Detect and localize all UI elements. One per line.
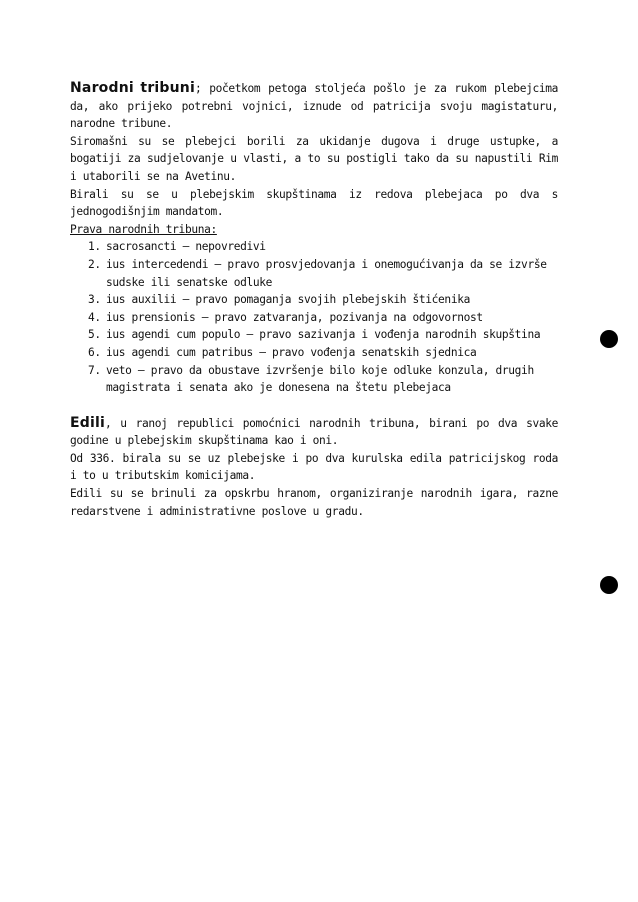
list-item-number: 6. <box>88 345 101 359</box>
list-item <box>70 256 558 291</box>
term-narodni-tribuni: Narodni tribuni <box>70 80 195 96</box>
list-item-text: ius auxilii – pravo pomaganja svojih plebejskih štićenika <box>106 293 470 307</box>
list-item-text: ius prensionis – pravo zatvaranja, pozivanja na odgovornost <box>106 310 483 324</box>
list-item <box>70 362 558 397</box>
list-item-number: 3. <box>88 293 101 307</box>
edili-intro-text: , u ranoj republici pomoćnici narodnih tribuna, birani po dva svake godine u plebejskim skupštinama kao i oni. <box>70 416 558 448</box>
edili-intro-paragraph <box>70 415 558 450</box>
section-spacer <box>70 397 558 415</box>
tribuni-intro-text: ; početkom petoga stoljeća pošlo je za rukom plebejcima da, ako prijeko potrebni vojnici, iznude od patricija svoju magistaturu, narodne tribune. <box>70 82 559 131</box>
list-item-text: veto – pravo da obustave izvršenje bilo koje odluke konzula, drugih magistrata i senata ako je donesena na štetu plebejaca <box>106 363 534 395</box>
rights-heading: Prava narodnih tribuna: <box>70 222 217 236</box>
edili-paragraph-3: Edili su se brinuli za opskrbu hranom, organiziranje narodnih igara, razne redarstvene i administrativne poslove u gradu. <box>70 487 558 518</box>
list-item <box>70 238 558 256</box>
list-item-number: 4. <box>88 310 101 324</box>
list-item <box>70 326 558 344</box>
tribuni-paragraph-3: Birali su se u plebejskim skupštinama iz redova plebejaca po dva s jednogodišnjim mandatom. <box>70 187 558 219</box>
list-item-text: ius agendi cum populo – pravo sazivanja i vođenja narodnih skupština <box>106 328 541 342</box>
list-item-number: 5. <box>88 328 101 342</box>
list-item <box>70 344 558 362</box>
list-item-number: 1. <box>88 240 101 254</box>
tribuni-paragraph-2: Siromašni su se plebejci borili za ukidanje dugova i druge ustupke, a bogatiji za sudjelovanje u vlasti, a to su postigli tako da su napustili Rim i utaborili se na Avetinu. <box>70 134 558 183</box>
list-item <box>70 309 558 327</box>
term-edili: Edili <box>70 414 105 431</box>
list-item-text: sacrosancti – nepovredivi <box>106 240 266 254</box>
list-item-number: 7. <box>88 363 101 377</box>
edili-paragraph-2: Od 336. birala su se uz plebejske i po dva kurulska edila patricijskog roda i to u tributskim komicijama. <box>70 451 558 483</box>
tribuni-intro-paragraph <box>70 80 558 133</box>
list-item-number: 2. <box>88 257 101 271</box>
document-body <box>70 80 558 520</box>
list-item-text: ius intercedendi – pravo prosvjedovanja i onemogućivanja da se izvrše sudske ili senatske odluke <box>106 257 547 289</box>
rights-list <box>70 238 558 396</box>
binder-hole-icon <box>600 576 618 594</box>
list-item-text: ius agendi cum patribus – pravo vođenja senatskih sjednica <box>106 345 477 359</box>
list-item <box>70 291 558 309</box>
binder-hole-icon <box>600 330 618 348</box>
